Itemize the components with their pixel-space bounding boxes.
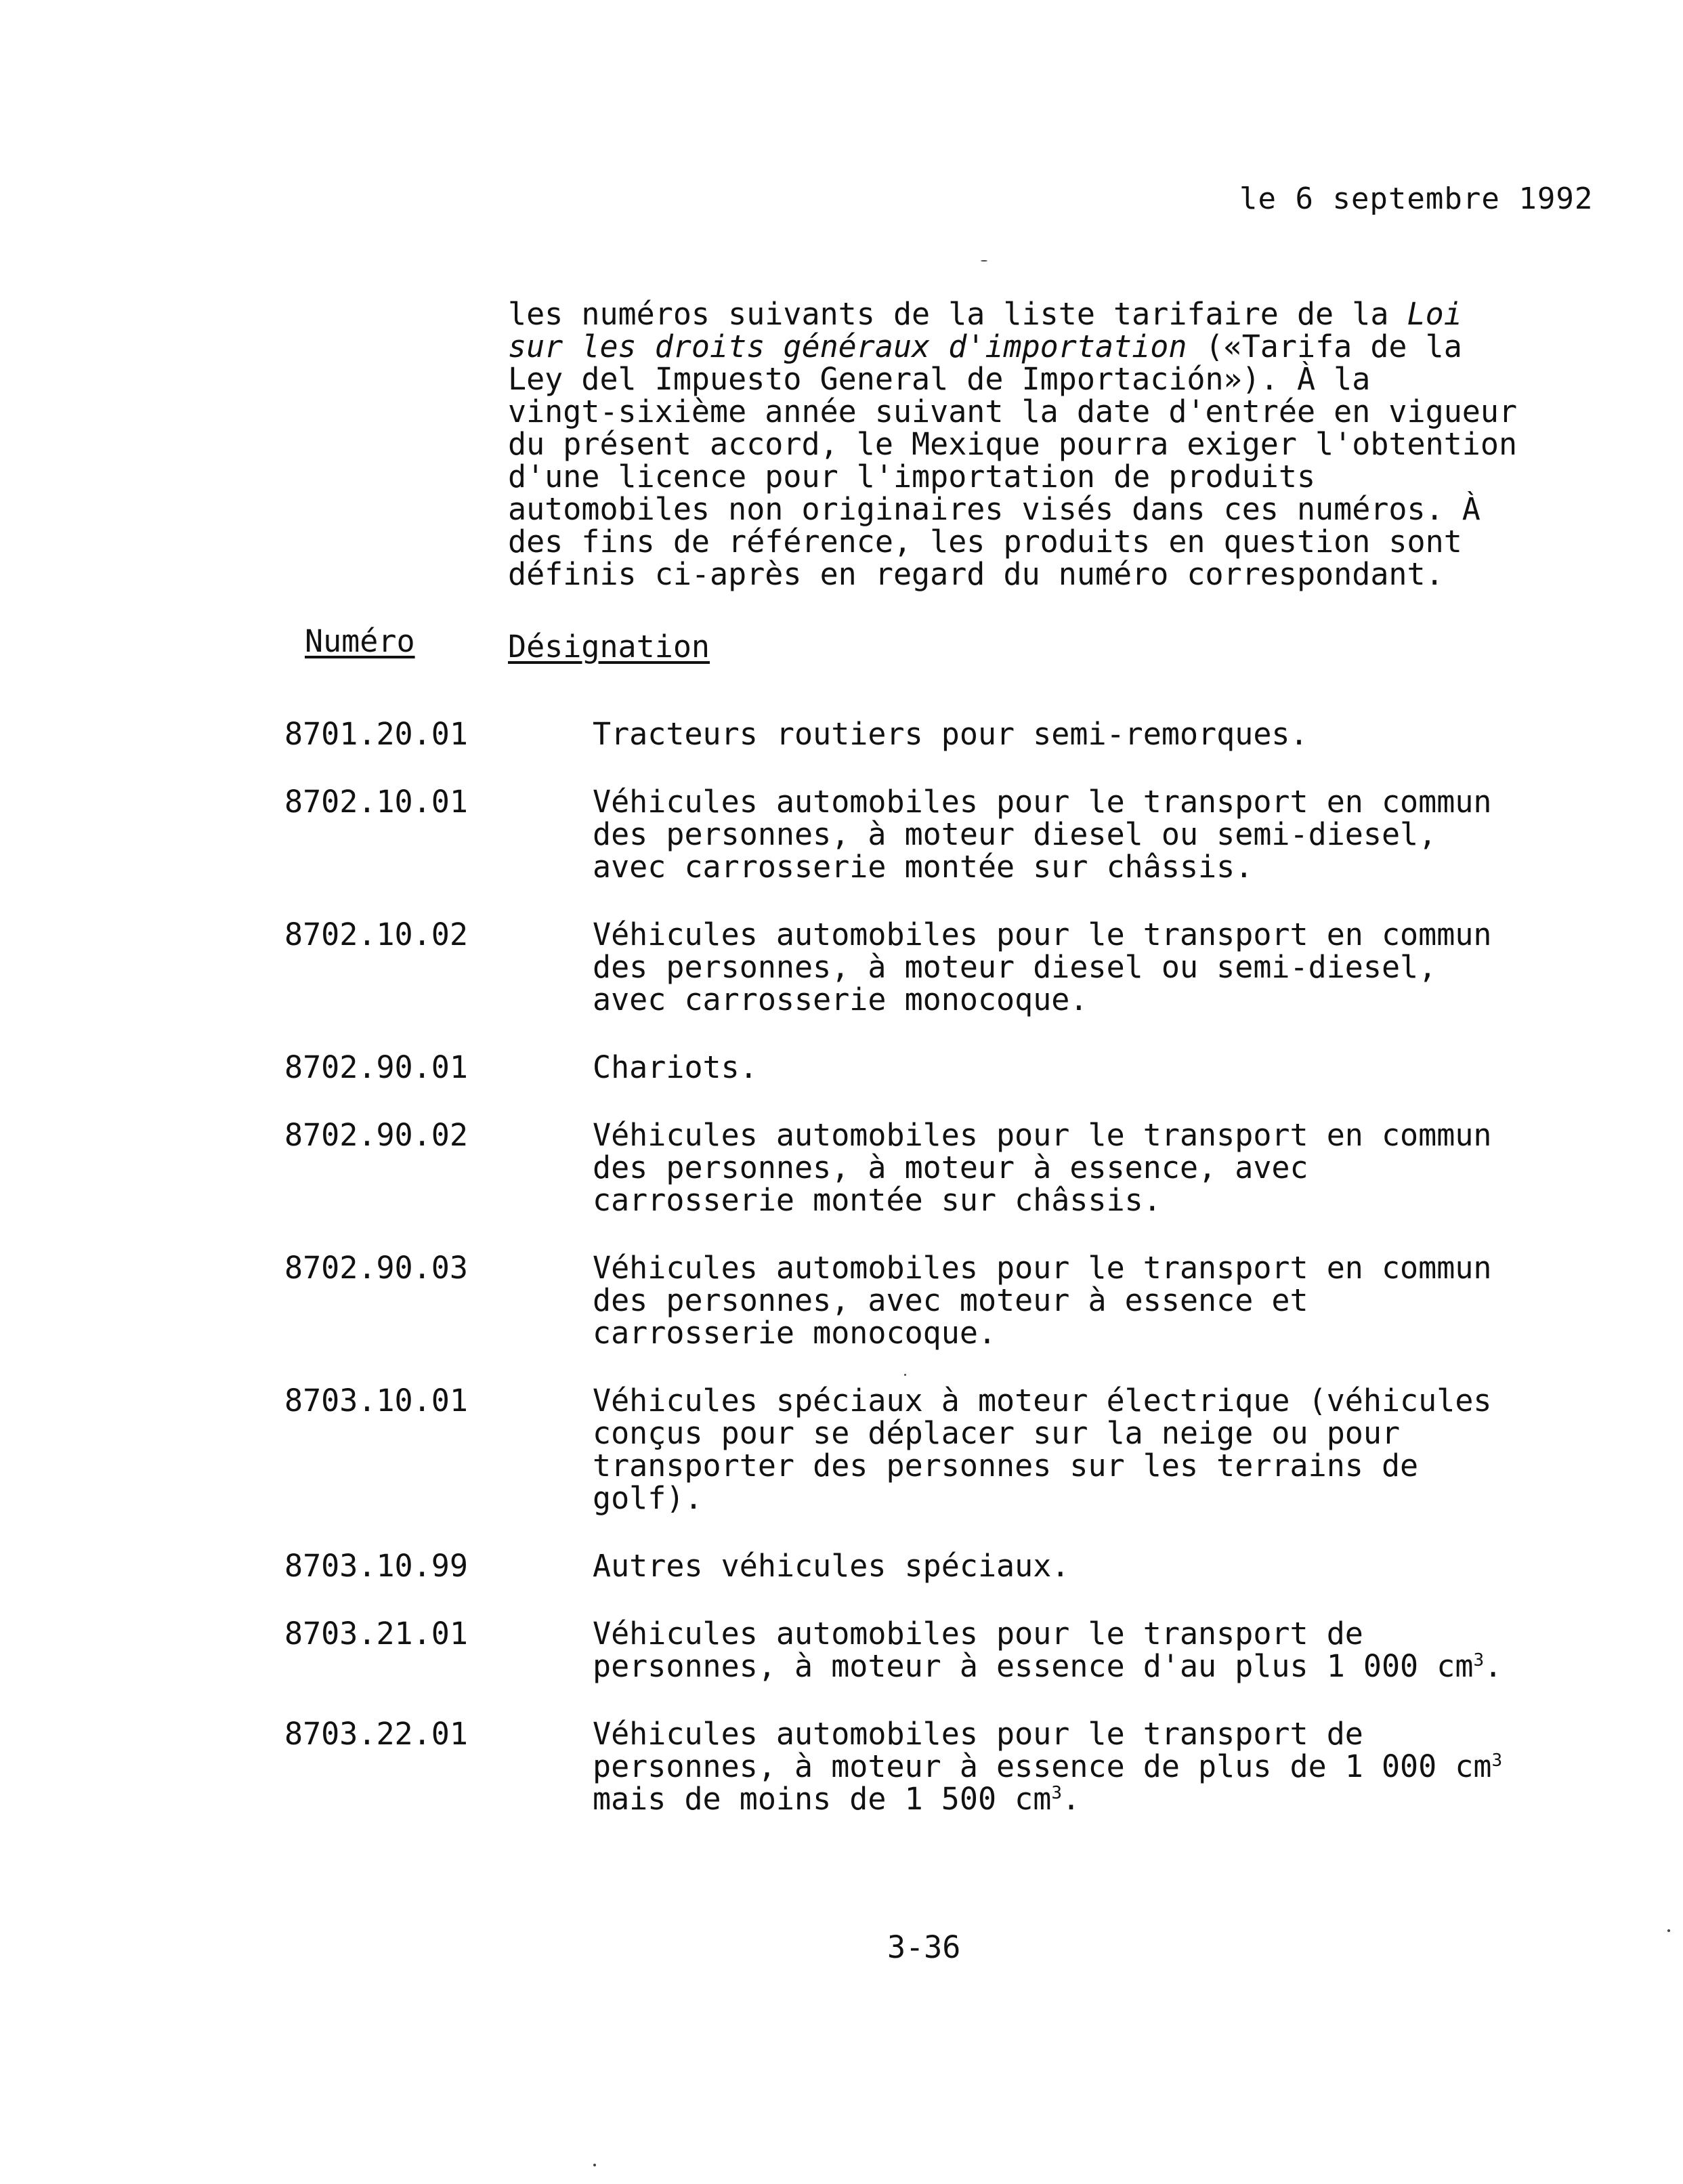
tariff-designation: [593, 1119, 1605, 1217]
intro-line: des fins de référence, les produits en question sont: [508, 524, 1462, 560]
intro-line: Ley del Impuesto General de Importación»). À la: [508, 361, 1371, 397]
tariff-entry: [284, 1618, 1605, 1683]
column-header-designation: Désignation: [508, 629, 710, 665]
designation-line: conçus pour se déplacer sur la neige ou pour: [593, 1415, 1401, 1451]
tariff-number: 8702.10.02: [284, 917, 468, 952]
table-header: [305, 623, 710, 665]
intro-paragraph: [508, 298, 1625, 591]
tariff-designation: [593, 718, 1605, 751]
designation-line: Véhicules automobiles pour le transport en commun: [593, 784, 1492, 820]
designation-line: personnes, à moteur à essence de plus de 1 000 $cm^3$: [593, 1748, 1503, 1784]
designation-line: carrosserie montée sur châssis.: [593, 1182, 1162, 1218]
tariff-designation: [593, 1252, 1605, 1349]
intro-line: les numéros suivants de la liste tarifaire de la Loi: [508, 296, 1462, 332]
designation-line: Véhicules spéciaux à moteur électrique (véhicules: [593, 1383, 1492, 1419]
designation-line: des personnes, à moteur à essence, avec: [593, 1150, 1308, 1185]
tariff-designation: [593, 1385, 1605, 1515]
scan-speck: [981, 260, 987, 261]
intro-line: du présent accord, le Mexique pourra exiger l'obtention: [508, 426, 1518, 462]
designation-line: des personnes, avec moteur à essence et: [593, 1282, 1308, 1318]
intro-line: d'une licence pour l'importation de produits: [508, 459, 1316, 495]
tariff-number: 8703.21.01: [284, 1616, 468, 1652]
designation-line: golf).: [593, 1480, 703, 1516]
designation-line: avec carrosserie monocoque.: [593, 982, 1088, 1017]
tariff-number: 8702.10.01: [284, 784, 468, 820]
document-date: le 6 septembre 1992: [1239, 182, 1594, 216]
tariff-designation: [593, 1618, 1605, 1683]
designation-line: personnes, à moteur à essence d'au plus 1 000 $cm^3$.: [593, 1648, 1503, 1684]
designation-line: Véhicules automobiles pour le transport de: [593, 1716, 1363, 1752]
tariff-entry: [284, 718, 1605, 751]
page-number: 3-36: [887, 1929, 961, 1965]
scan-speck: [1667, 1929, 1670, 1932]
tariff-entry: [284, 1718, 1605, 1815]
tariff-entry: [284, 786, 1605, 883]
tariff-designation: [593, 786, 1605, 883]
tariff-entry: [284, 919, 1605, 1016]
intro-line: vingt-sixième année suivant la date d'entrée en vigueur: [508, 394, 1518, 429]
tariff-number: 8703.10.01: [284, 1383, 468, 1419]
designation-line: transporter des personnes sur les terrains de: [593, 1448, 1419, 1484]
intro-line: automobiles non originaires visés dans ces numéros. À: [508, 491, 1480, 527]
designation-line: Véhicules automobiles pour le transport en commun: [593, 1250, 1492, 1286]
intro-line: définis ci-après en regard du numéro correspondant.: [508, 556, 1444, 592]
designation-line: carrosserie monocoque.: [593, 1315, 997, 1351]
designation-line: avec carrosserie montée sur châssis.: [593, 849, 1254, 885]
designation-line: Véhicules automobiles pour le transport en commun: [593, 917, 1492, 952]
designation-line: Autres véhicules spéciaux.: [593, 1548, 1070, 1584]
designation-line: des personnes, à moteur diesel ou semi-diesel,: [593, 949, 1437, 985]
tariff-entry: [284, 1550, 1605, 1582]
tariff-entry: [284, 1252, 1605, 1349]
tariff-entry: [284, 1119, 1605, 1217]
designation-line: Tracteurs routiers pour semi-remorques.: [593, 716, 1308, 752]
tariff-number: 8702.90.01: [284, 1049, 468, 1085]
tariff-designation: [593, 1550, 1605, 1582]
designation-line: Chariots.: [593, 1049, 758, 1085]
tariff-number: 8702.90.03: [284, 1250, 468, 1286]
tariff-designation: [593, 1051, 1605, 1084]
scan-speck: [904, 1374, 906, 1376]
tariff-designation: [593, 919, 1605, 1016]
designation-line: Véhicules automobiles pour le transport de: [593, 1616, 1363, 1652]
tariff-number: 8703.10.99: [284, 1548, 468, 1584]
tariff-number: 8703.22.01: [284, 1716, 468, 1752]
tariff-entry: [284, 1051, 1605, 1084]
tariff-designation: [593, 1718, 1605, 1815]
tariff-entry: [284, 1385, 1605, 1515]
column-header-number: Numéro: [305, 623, 415, 659]
tariff-number: 8701.20.01: [284, 716, 468, 752]
scan-speck: [593, 2164, 596, 2166]
intro-line: sur les droits généraux d'importation («Tarifa de la: [508, 329, 1462, 364]
designation-line: mais de moins de 1 500 $cm^3$.: [593, 1781, 1081, 1817]
tariff-number: 8702.90.02: [284, 1117, 468, 1153]
tariff-list: [284, 718, 1605, 1851]
designation-line: Véhicules automobiles pour le transport en commun: [593, 1117, 1492, 1153]
designation-line: des personnes, à moteur diesel ou semi-diesel,: [593, 816, 1437, 852]
